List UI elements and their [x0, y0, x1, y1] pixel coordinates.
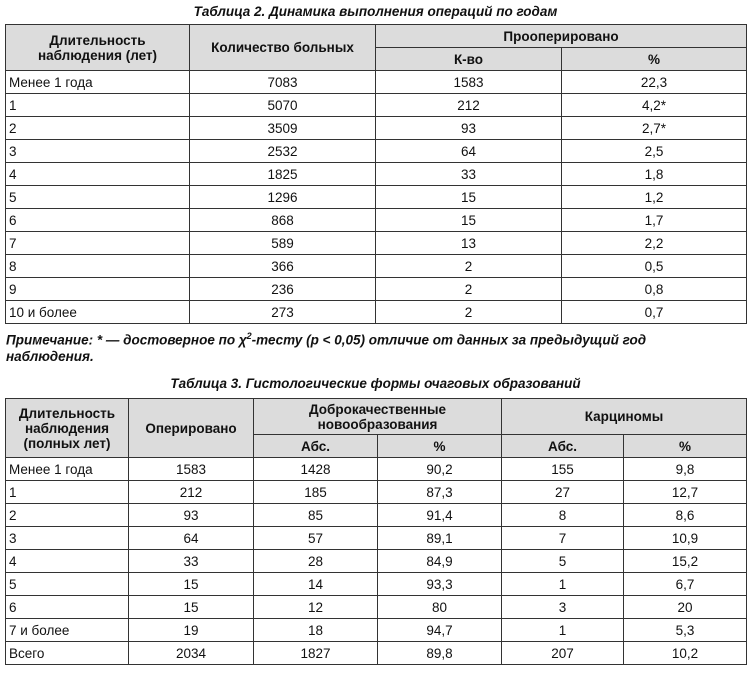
table-cell: 15: [376, 186, 562, 209]
table-cell: 28: [254, 550, 378, 573]
table-cell: 20: [624, 596, 747, 619]
table-cell: 33: [129, 550, 254, 573]
row-label-cell: Менее 1 года: [6, 71, 190, 94]
table-cell: 212: [129, 481, 254, 504]
table-cell: 589: [190, 232, 376, 255]
header-benign-pct: %: [378, 435, 502, 458]
table-cell: 19: [129, 619, 254, 642]
row-label-cell: 8: [6, 255, 190, 278]
table-cell: 15: [376, 209, 562, 232]
row-label-cell: 2: [6, 117, 190, 140]
table-cell: 2532: [190, 140, 376, 163]
table-cell: 868: [190, 209, 376, 232]
table-cell: 1827: [254, 642, 378, 665]
table-cell: 1,2: [562, 186, 747, 209]
table-row: [6, 619, 747, 642]
table2-note: [6, 328, 726, 365]
table-cell: 2,5: [562, 140, 747, 163]
table-cell: 1296: [190, 186, 376, 209]
table-cell: 2: [376, 278, 562, 301]
table-row: [6, 458, 747, 481]
table-cell: 6,7: [624, 573, 747, 596]
row-label-cell: 1: [6, 481, 129, 504]
header-count: К-во: [376, 48, 562, 71]
table-row: [6, 550, 747, 573]
table-cell: 93: [376, 117, 562, 140]
table-cell: 1825: [190, 163, 376, 186]
table-row: [6, 94, 747, 117]
row-label-cell: 6: [6, 596, 129, 619]
table3-caption: Таблица 3. Гистологические формы очаговых образований: [170, 376, 581, 391]
row-label-cell: 5: [6, 186, 190, 209]
table-cell: 2,2: [562, 232, 747, 255]
table-cell: 85: [254, 504, 378, 527]
table-row: [6, 481, 747, 504]
table-cell: 91,4: [378, 504, 502, 527]
row-label-cell: 3: [6, 140, 190, 163]
row-label-cell: 7: [6, 232, 190, 255]
table-cell: 13: [376, 232, 562, 255]
row-label-cell: Менее 1 года: [6, 458, 129, 481]
table-cell: 1: [502, 573, 624, 596]
table-cell: 15: [129, 573, 254, 596]
table-cell: 185: [254, 481, 378, 504]
note-text: * — достоверное по χ: [96, 332, 247, 348]
table-cell: 93: [129, 504, 254, 527]
table-cell: 207: [502, 642, 624, 665]
header-duration: Длительность наблюдения (полных лет): [6, 399, 129, 458]
header-operated: Прооперировано: [376, 25, 747, 48]
table-cell: 12: [254, 596, 378, 619]
table-cell: 2034: [129, 642, 254, 665]
table-row: [6, 596, 747, 619]
table-row: [6, 140, 747, 163]
table-cell: 9,8: [624, 458, 747, 481]
row-label-cell: 5: [6, 573, 129, 596]
table-cell: 22,3: [562, 71, 747, 94]
header-benign-abs: Абс.: [254, 435, 378, 458]
table-cell: 1,7: [562, 209, 747, 232]
table-cell: 84,9: [378, 550, 502, 573]
table-cell: 64: [376, 140, 562, 163]
table-cell: 1583: [129, 458, 254, 481]
table-cell: 2,7*: [562, 117, 747, 140]
table2: [5, 24, 747, 324]
table-cell: 8,6: [624, 504, 747, 527]
table-cell: 7: [502, 527, 624, 550]
row-label-cell: 3: [6, 527, 129, 550]
table-cell: 236: [190, 278, 376, 301]
table-row: [6, 186, 747, 209]
table-row: [6, 117, 747, 140]
row-label-cell: 2: [6, 504, 129, 527]
table-cell: 5: [502, 550, 624, 573]
table-row: [6, 301, 747, 324]
table3-body: [6, 458, 747, 665]
table-cell: 1,8: [562, 163, 747, 186]
table-cell: 1583: [376, 71, 562, 94]
table-row: [6, 278, 747, 301]
table2-caption: Таблица 2. Динамика выполнения операций по годам: [193, 4, 558, 19]
table-cell: 8: [502, 504, 624, 527]
table-cell: 2: [376, 255, 562, 278]
table-cell: 94,7: [378, 619, 502, 642]
table-cell: 1: [502, 619, 624, 642]
table-cell: 64: [129, 527, 254, 550]
table-cell: 14: [254, 573, 378, 596]
table-row: [6, 209, 747, 232]
table-row: [6, 573, 747, 596]
table-cell: 5,3: [624, 619, 747, 642]
table-cell: 1428: [254, 458, 378, 481]
row-label-cell: 6: [6, 209, 190, 232]
table-cell: 3509: [190, 117, 376, 140]
header-operated: Оперировано: [129, 399, 254, 458]
table-cell: 57: [254, 527, 378, 550]
table-cell: 90,2: [378, 458, 502, 481]
header-duration: Длительность наблюдения (лет): [6, 25, 190, 71]
table-cell: 33: [376, 163, 562, 186]
table-cell: 273: [190, 301, 376, 324]
table-cell: 366: [190, 255, 376, 278]
table-cell: 2: [376, 301, 562, 324]
table-cell: 15: [129, 596, 254, 619]
note-prefix: Примечание:: [6, 332, 94, 348]
table-cell: 18: [254, 619, 378, 642]
table-cell: 10,2: [624, 642, 747, 665]
row-label-cell: 1: [6, 94, 190, 117]
table-cell: 89,1: [378, 527, 502, 550]
table-cell: 27: [502, 481, 624, 504]
table-cell: 80: [378, 596, 502, 619]
table-cell: 93,3: [378, 573, 502, 596]
note-sup: 2: [246, 331, 252, 341]
table-cell: 5070: [190, 94, 376, 117]
header-benign: Доброкачественные новообразования: [254, 399, 502, 435]
row-label-cell: 4: [6, 163, 190, 186]
table-row: [6, 527, 747, 550]
table-cell: 0,5: [562, 255, 747, 278]
table-cell: 15,2: [624, 550, 747, 573]
table2-body: [6, 71, 747, 324]
table-cell: 4,2*: [562, 94, 747, 117]
table-row: [6, 163, 747, 186]
row-label-cell: Всего: [6, 642, 129, 665]
table-row: [6, 255, 747, 278]
table-row: [6, 504, 747, 527]
note-text2: -тесту (p < 0,05) отличие от данных за предыдущий год наблюдения.: [6, 332, 647, 364]
header-carcinoma: Карциномы: [502, 399, 747, 435]
row-label-cell: 7 и более: [6, 619, 129, 642]
header-carcinoma-pct: %: [624, 435, 747, 458]
table-cell: 7083: [190, 71, 376, 94]
table-cell: 0,7: [562, 301, 747, 324]
table-cell: 0,8: [562, 278, 747, 301]
row-label-cell: 10 и более: [6, 301, 190, 324]
header-carcinoma-abs: Абс.: [502, 435, 624, 458]
table-row: [6, 642, 747, 665]
row-label-cell: 9: [6, 278, 190, 301]
header-patients: Количество больных: [190, 25, 376, 71]
table-cell: 155: [502, 458, 624, 481]
header-pct: %: [562, 48, 747, 71]
table-cell: 212: [376, 94, 562, 117]
row-label-cell: 4: [6, 550, 129, 573]
table-cell: 87,3: [378, 481, 502, 504]
table-cell: 10,9: [624, 527, 747, 550]
table-cell: 12,7: [624, 481, 747, 504]
table-row: [6, 232, 747, 255]
table3: [5, 398, 747, 665]
table-cell: 89,8: [378, 642, 502, 665]
table-row: [6, 71, 747, 94]
table-cell: 3: [502, 596, 624, 619]
